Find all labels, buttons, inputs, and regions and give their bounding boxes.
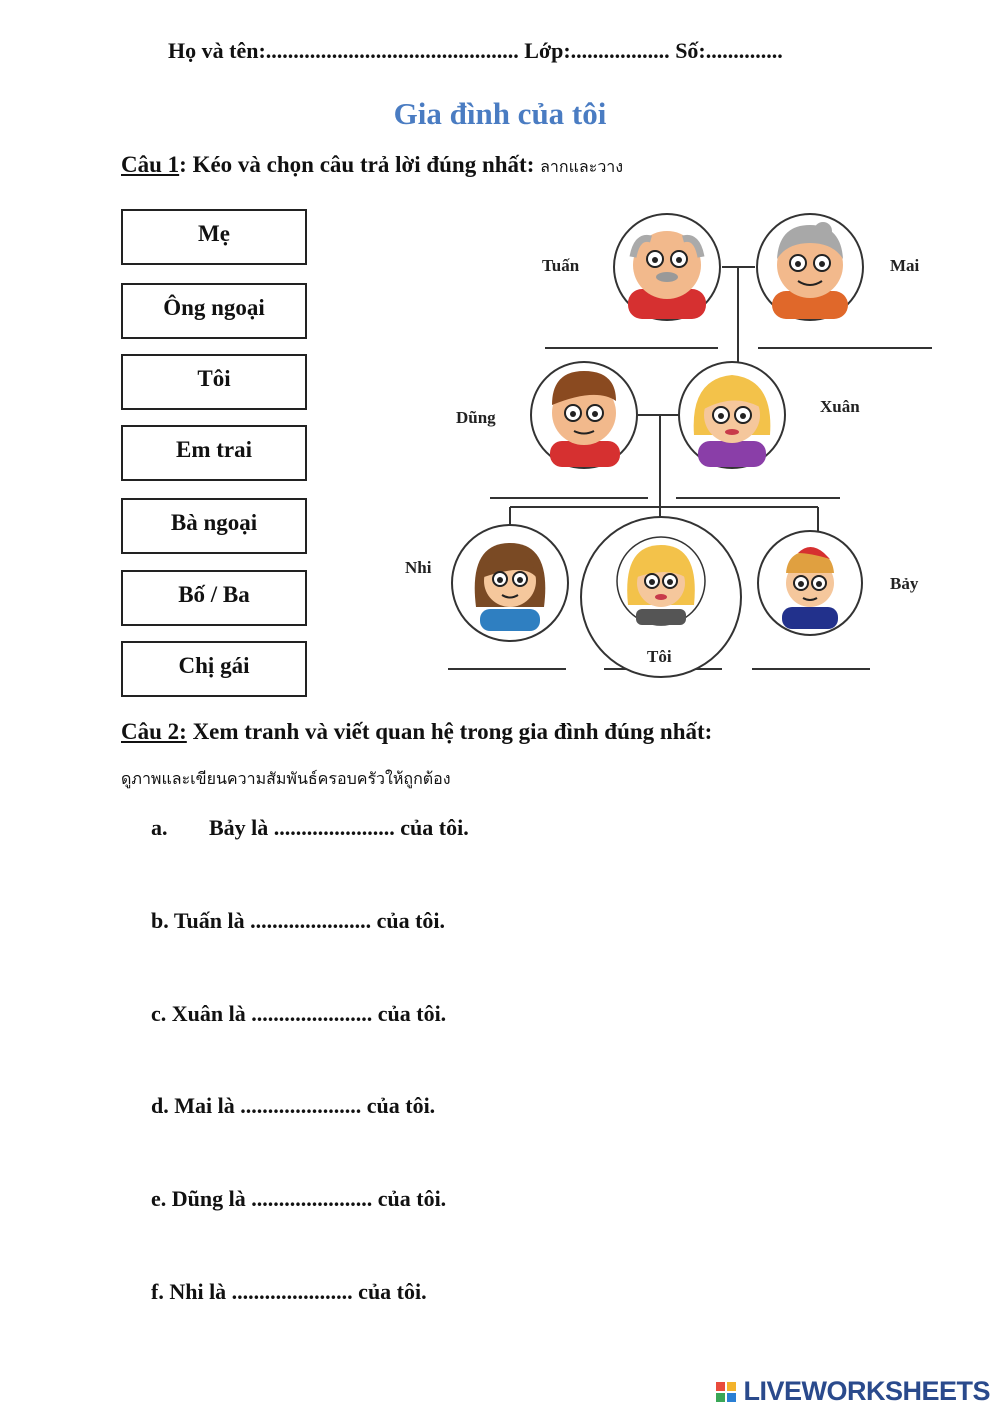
word-card-ong-ngoai[interactable]: Ông ngoại [121,283,307,339]
name-field[interactable]: Họ và tên:.............................................. [168,38,519,63]
item-a-letter: a. [151,815,168,840]
family-tree-diagram [380,205,960,695]
item-c-letter: c. [151,1001,167,1026]
name-label-nhi: Nhi [405,558,432,577]
page-title: Gia đình của tôi [393,96,607,131]
word-card-bo-ba[interactable]: Bố / Ba [121,570,307,626]
number-field[interactable]: Số:.............. [675,38,783,63]
question-1-label: Câu 1 [121,152,180,177]
mother-portrait [679,362,785,468]
question-2-heading [121,719,712,745]
student-info-line [168,38,783,64]
name-label-mai: Mai [890,256,920,275]
word-card-me[interactable]: Mẹ [121,209,307,265]
item-f [151,1279,427,1305]
item-e [151,1186,446,1212]
question-2-thai: ดูภาพและเขียนความสัมพันธ์ครอบครัวให้ถูกต้อง [121,769,451,788]
item-f-text[interactable]: Nhi là ...................... của tôi. [169,1279,427,1304]
father-portrait [531,362,637,468]
logo-mark-icon [715,1381,739,1403]
item-a-text[interactable]: Bảy là ...................... của tôi. [209,815,469,840]
item-d-letter: d. [151,1093,169,1118]
word-card-chi-gai[interactable]: Chị gái [121,641,307,697]
item-b [151,908,445,934]
grandfather-portrait [614,214,720,320]
item-b-text[interactable]: Tuấn là ...................... của tôi. [173,908,446,933]
word-card-toi[interactable]: Tôi [121,354,307,410]
sister-portrait [452,525,568,641]
question-2-label: Câu 2: [121,719,187,744]
name-label-toi: Tôi [647,647,672,666]
item-c-text[interactable]: Xuân là ...................... của tôi. [171,1001,447,1026]
question-1-heading [121,152,623,180]
name-label-xuan: Xuân [820,397,860,416]
item-e-text[interactable]: Dũng là ...................... của tôi. [171,1186,447,1211]
logo-text: LIVEWORKSHEETS [743,1376,990,1406]
item-c [151,1001,446,1027]
name-label-bay: Bảy [890,574,919,593]
name-label-tuan: Tuấn [542,256,580,275]
item-d [151,1093,435,1119]
question-1-thai: ลากและวาง [540,157,624,176]
grandmother-portrait [757,214,863,320]
liveworksheets-logo [715,1376,990,1407]
word-card-em-trai[interactable]: Em trai [121,425,307,481]
class-field[interactable]: Lớp:.................. [524,38,670,63]
item-f-letter: f. [151,1279,164,1304]
item-a [151,815,469,841]
question-1-text: : Kéo và chọn câu trả lời đúng nhất: [179,152,535,177]
item-e-letter: e. [151,1186,167,1211]
item-d-text[interactable]: Mai là ...................... của tôi. [174,1093,436,1118]
question-2-text: Xem tranh và viết quan hệ trong gia đình đúng nhất: [186,719,713,744]
item-b-letter: b. [151,908,169,933]
brother-portrait [758,531,862,635]
name-label-dung: Dũng [456,408,496,427]
word-card-ba-ngoai[interactable]: Bà ngoại [121,498,307,554]
